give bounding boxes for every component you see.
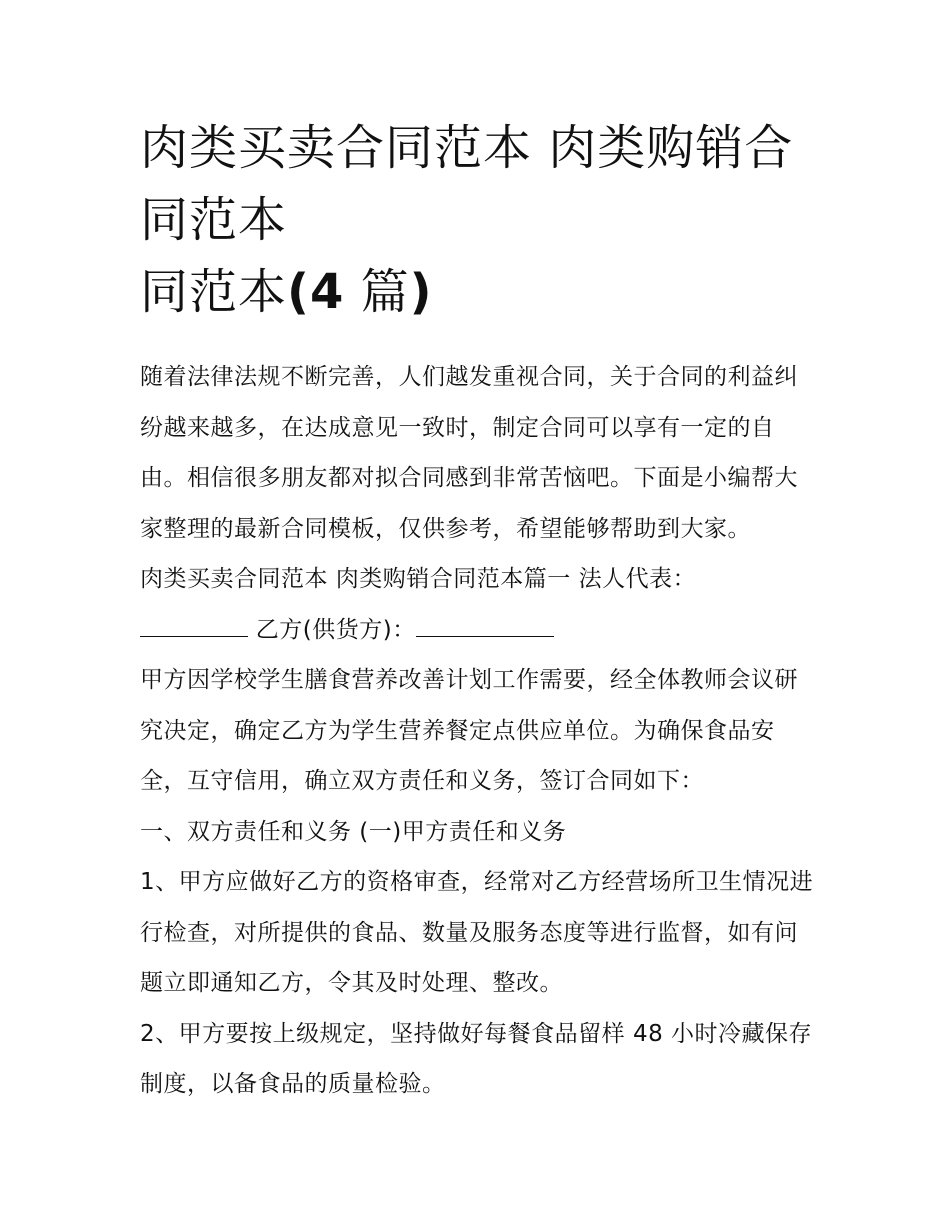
document-page (140, 112, 820, 1110)
party-b-line (140, 605, 820, 656)
party-b-label: 乙方(供货方)： (248, 616, 416, 643)
section-heading: 肉类买卖合同范本 肉类购销合同范本篇一 法人代表： (140, 566, 697, 592)
title-count-close: ) (409, 264, 433, 320)
title-text: 肉类买卖合同范本 肉类购销合同范本 (140, 120, 794, 248)
intro-paragraph: 随着法律法规不断完善，人们越发重视合同，关于合同的利益纠纷越来越多，在达成意见一致时，制定合同可以享有一定的自由。相信很多朋友都对拟合同感到非常苦恼吧。下面是小编帮大家整理的最新合同模板，仅供参考，希望能够帮助到大家。 (140, 364, 798, 542)
clause-heading: 一、双方责任和义务 (一)甲方责任和义务 (140, 818, 567, 845)
title-count-open: (4 (287, 264, 345, 320)
title-count-unit: 篇 (344, 264, 410, 320)
clause-item-1: 1、甲方应做好乙方的资格审查，经常对乙方经营场所卫生情况进行检查，对所提供的食品、数量及服务态度等进行监督，如有问题立即通知乙方，令其及时处理、整改。 (140, 869, 814, 996)
clause-item-2: 2、甲方要按上级规定，坚持做好每餐食品留样 48 小时冷藏保存制度，以备食品的质量检验。 (140, 1020, 813, 1097)
document-title (140, 112, 820, 328)
purpose-paragraph: 甲方因学校学生膳食营养改善计划工作需要，经全体教师会议研究决定，确定乙方为学生营养餐定点供应单位。为确保食品安全，互守信用，确立双方责任和义务，签订合同如下： (140, 667, 798, 794)
party-b-blank (416, 608, 554, 637)
title-text-cont: 同范本 (140, 264, 288, 320)
signature-blank (140, 608, 248, 637)
